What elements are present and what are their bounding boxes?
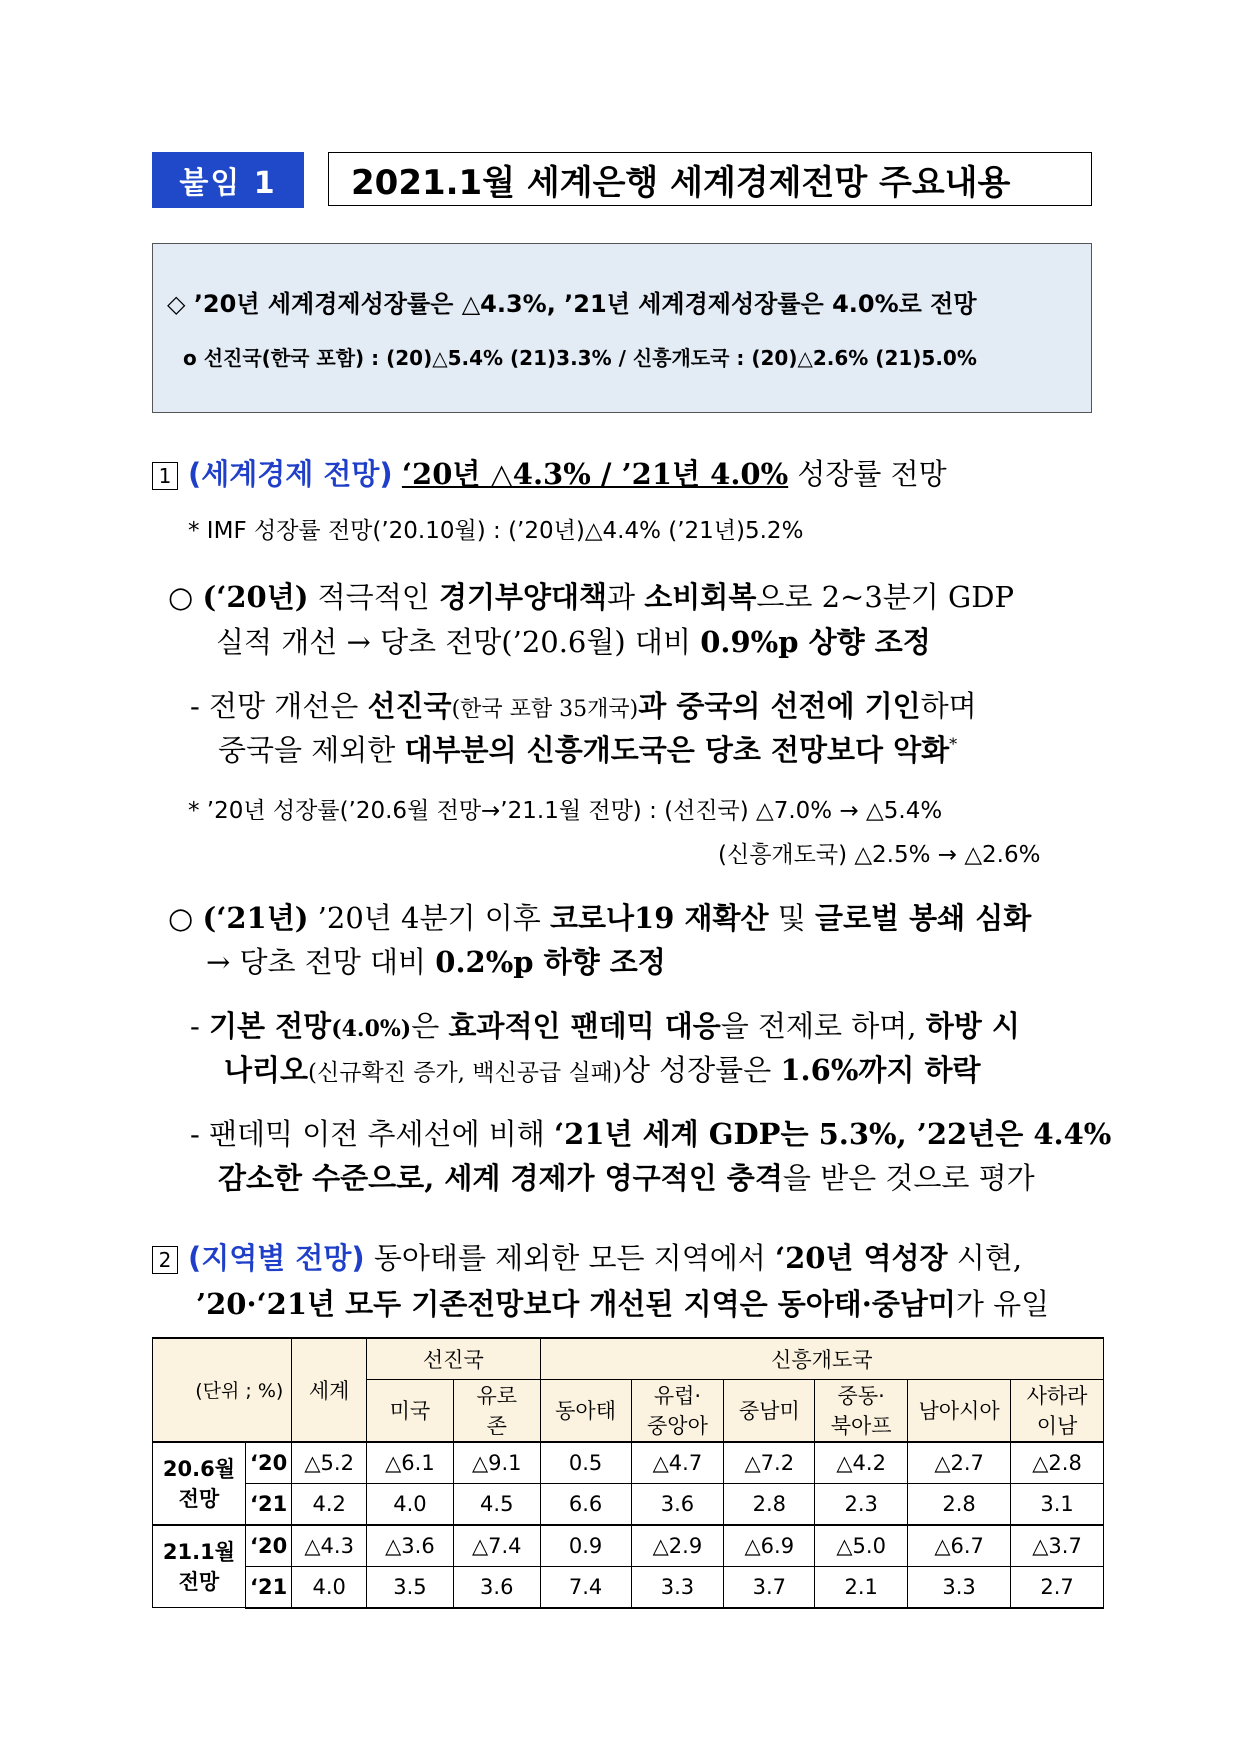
text: 가 유일 bbox=[955, 1287, 1050, 1321]
text-bold: 1.6%까지 하락 bbox=[780, 1053, 981, 1087]
text: 상 성장률은 bbox=[621, 1053, 781, 1087]
table-cell: 4.5 bbox=[453, 1483, 540, 1525]
text: 으로 2~3분기 GDP bbox=[756, 580, 1014, 614]
document-title: 2021.1월 세계은행 세계경제전망 주요내용 bbox=[328, 152, 1092, 206]
col-world: 세계 bbox=[292, 1338, 367, 1442]
col-header: 사하라 이남 bbox=[1011, 1380, 1104, 1442]
table-cell: △5.2 bbox=[292, 1442, 367, 1484]
col-header: 유럽· 중앙아 bbox=[631, 1380, 724, 1442]
dash-item-3-line-1 bbox=[190, 1112, 1111, 1153]
text: → 당초 전망 대비 bbox=[206, 945, 436, 979]
table-cell: 2.7 bbox=[1011, 1566, 1104, 1608]
text: 적극적인 bbox=[308, 580, 439, 614]
text-bold: 기본 전망 bbox=[209, 1009, 332, 1043]
col-header: 중남미 bbox=[724, 1380, 815, 1442]
unit-label: (단위 ; %) bbox=[153, 1338, 292, 1442]
table-cell: 2.3 bbox=[815, 1483, 908, 1525]
text-bold: ‘20년 역성장 bbox=[774, 1241, 948, 1275]
text: 중국을 제외한 bbox=[218, 733, 405, 767]
text-bold: (‘21년) bbox=[202, 901, 309, 935]
section-1-heading bbox=[152, 452, 947, 493]
text-bold: 소비회복 bbox=[644, 580, 757, 614]
table-cell: 0.5 bbox=[540, 1442, 631, 1484]
table-row bbox=[153, 1483, 1104, 1525]
text-bold: 과 중국의 선전에 기인 bbox=[638, 689, 921, 723]
attachment-badge: 붙임 1 bbox=[152, 152, 304, 208]
imf-note: * IMF 성장률 전망(’20.10월) : (’20년)△4.4% (’21년)5.2% bbox=[188, 518, 804, 544]
text-bold: 감소한 수준으로, bbox=[218, 1161, 445, 1195]
text: 및 bbox=[768, 901, 815, 935]
regional-forecast-table bbox=[152, 1337, 1104, 1609]
table-cell: 3.5 bbox=[367, 1566, 454, 1608]
text: 실적 개선 → 당초 전망(’20.6월) 대비 bbox=[216, 625, 701, 659]
dash-item-3-line-2 bbox=[218, 1156, 1035, 1197]
table-cell: 3.3 bbox=[631, 1566, 724, 1608]
table-cell: △2.7 bbox=[908, 1442, 1011, 1484]
row-year: ‘21 bbox=[245, 1483, 291, 1525]
table-row bbox=[153, 1442, 1104, 1484]
text-small: (한국 포함 35개국) bbox=[451, 697, 639, 722]
row-year: ‘21 bbox=[245, 1566, 291, 1608]
table-cell: △6.9 bbox=[724, 1525, 815, 1567]
table-cell: 4.2 bbox=[292, 1483, 367, 1525]
table-cell: 0.9 bbox=[540, 1525, 631, 1567]
section-1-label: (세계경제 전망) bbox=[188, 457, 393, 491]
table-cell: 3.3 bbox=[908, 1566, 1011, 1608]
text-bold: 경기부양대책 bbox=[438, 580, 608, 614]
bullet-circle: ○ bbox=[168, 901, 203, 935]
table-row bbox=[153, 1525, 1104, 1567]
col-header: 중동· 북아프 bbox=[815, 1380, 908, 1442]
para-2020-line-1 bbox=[168, 575, 1096, 616]
summary-line-1: ◇ ’20년 세계경제성장률은 △4.3%, ’21년 세계경제성장률은 4.0%로 전망 bbox=[167, 290, 977, 318]
row-group-label: 21.1월 전망 bbox=[153, 1525, 246, 1608]
text: ’20년 4분기 이후 bbox=[308, 901, 550, 935]
text-bold: 코로나19 재확산 bbox=[549, 901, 769, 935]
table-cell: 3.7 bbox=[724, 1566, 815, 1608]
table-cell: △6.7 bbox=[908, 1525, 1011, 1567]
text: 은 bbox=[411, 1009, 449, 1043]
section-2-heading bbox=[152, 1236, 1022, 1277]
section-2-line-2 bbox=[196, 1282, 1049, 1323]
text-bold: 나리오 bbox=[224, 1053, 309, 1087]
table-cell: 4.0 bbox=[292, 1566, 367, 1608]
col-header: 유로 존 bbox=[453, 1380, 540, 1442]
table-cell: △5.0 bbox=[815, 1525, 908, 1567]
text: 을 받은 것으로 평가 bbox=[782, 1161, 1035, 1195]
note-2020-line-1: * ’20년 성장률(’20.6월 전망→’21.1월 전망) : (선진국) △7.0% → △5.4% bbox=[188, 798, 943, 824]
table-cell: △7.2 bbox=[724, 1442, 815, 1484]
table-cell: 2.8 bbox=[908, 1483, 1011, 1525]
group-emerging: 신흥개도국 bbox=[540, 1338, 1103, 1380]
table-cell: 6.6 bbox=[540, 1483, 631, 1525]
col-header: 동아태 bbox=[540, 1380, 631, 1442]
text-bold: (‘20년) bbox=[202, 580, 309, 614]
para-2021-line-2 bbox=[206, 940, 666, 981]
table-cell: 4.0 bbox=[367, 1483, 454, 1525]
text-bold: 동아태·중남미 bbox=[777, 1287, 956, 1321]
section-1-headline: ‘20년 △4.3% / ’21년 4.0% bbox=[401, 457, 789, 491]
section-number-box: 1 bbox=[152, 462, 178, 490]
text: - 전망 개선은 bbox=[190, 689, 368, 723]
text-bold: 글로벌 봉쇄 심화 bbox=[814, 901, 1032, 935]
table-cell: 7.4 bbox=[540, 1566, 631, 1608]
row-year: ‘20 bbox=[245, 1525, 291, 1567]
text: - 팬데믹 이전 추세선에 비해 bbox=[190, 1117, 555, 1151]
para-2021-line-1 bbox=[168, 896, 1031, 937]
table-cell: 2.1 bbox=[815, 1566, 908, 1608]
para-2020-line-2 bbox=[216, 620, 931, 661]
text-bold: 효과적인 팬데믹 대응 bbox=[448, 1009, 721, 1043]
text-bold: 0.2%p 하향 조정 bbox=[435, 945, 666, 979]
table-cell: △3.6 bbox=[367, 1525, 454, 1567]
row-group-label: 20.6월 전망 bbox=[153, 1442, 246, 1525]
table-cell: 2.8 bbox=[724, 1483, 815, 1525]
table-cell: △4.2 bbox=[815, 1442, 908, 1484]
table-cell: 3.6 bbox=[453, 1566, 540, 1608]
text-small: (신규확진 증가, 백신공급 실패) bbox=[308, 1060, 622, 1086]
row-year: ‘20 bbox=[245, 1442, 291, 1484]
dash-item-1-line-2 bbox=[218, 728, 957, 769]
text-bold: ’20·‘21년 모두 기존전망보다 개선된 지역은 bbox=[196, 1287, 778, 1321]
text-bold: 선진국 bbox=[367, 689, 452, 723]
text-bold: 세계 경제가 영구적인 충격 bbox=[444, 1161, 783, 1195]
bullet-circle: ○ bbox=[168, 580, 203, 614]
text-bold: 하방 시 bbox=[925, 1009, 1020, 1043]
table-cell: △6.1 bbox=[367, 1442, 454, 1484]
text-bold: 대부분의 신흥개도국은 당초 전망보다 악화 bbox=[404, 733, 950, 767]
table-cell: 3.6 bbox=[631, 1483, 724, 1525]
dash-item-1-line-1 bbox=[190, 684, 977, 725]
dash-item-2-line-1 bbox=[190, 1004, 1020, 1045]
text: 과 bbox=[607, 580, 645, 614]
section-2-label: (지역별 전망) bbox=[188, 1241, 365, 1275]
text: - bbox=[190, 1009, 210, 1043]
table-cell: △9.1 bbox=[453, 1442, 540, 1484]
note-2020-line-2: (신흥개도국) △2.5% → △2.6% bbox=[718, 842, 1041, 868]
text-bold: 0.9%p 상향 조정 bbox=[700, 625, 931, 659]
text: 을 전제로 하며, bbox=[720, 1009, 926, 1043]
table-cell: △2.8 bbox=[1011, 1442, 1104, 1484]
summary-line-2: o 선진국(한국 포함) : (20)△5.4% (21)3.3% / 신흥개도국 : (20)△2.6% (21)5.0% bbox=[183, 346, 977, 370]
table-cell: △4.7 bbox=[631, 1442, 724, 1484]
text: 동아태를 제외한 모든 지역에서 bbox=[364, 1241, 775, 1275]
section-number-box: 2 bbox=[152, 1246, 178, 1274]
table-cell: △4.3 bbox=[292, 1525, 367, 1567]
section-1-headline-tail: 성장률 전망 bbox=[788, 457, 947, 491]
table-row bbox=[153, 1566, 1104, 1608]
table-cell: △7.4 bbox=[453, 1525, 540, 1567]
text: 하며 bbox=[920, 689, 977, 723]
text-small: (4.0%) bbox=[331, 1016, 412, 1042]
col-header: 남아시아 bbox=[908, 1380, 1011, 1442]
summary-box bbox=[152, 243, 1092, 413]
table-cell: 3.1 bbox=[1011, 1483, 1104, 1525]
text: 시현, bbox=[947, 1241, 1023, 1275]
col-header: 미국 bbox=[367, 1380, 454, 1442]
table-cell: △3.7 bbox=[1011, 1525, 1104, 1567]
group-advanced: 선진국 bbox=[367, 1338, 541, 1380]
dash-item-2-line-2 bbox=[224, 1048, 981, 1089]
text-bold: ‘21년 세계 GDP는 5.3%, ’22년은 4.4% bbox=[554, 1117, 1112, 1151]
table-cell: △2.9 bbox=[631, 1525, 724, 1567]
footnote-mark: * bbox=[949, 734, 958, 754]
